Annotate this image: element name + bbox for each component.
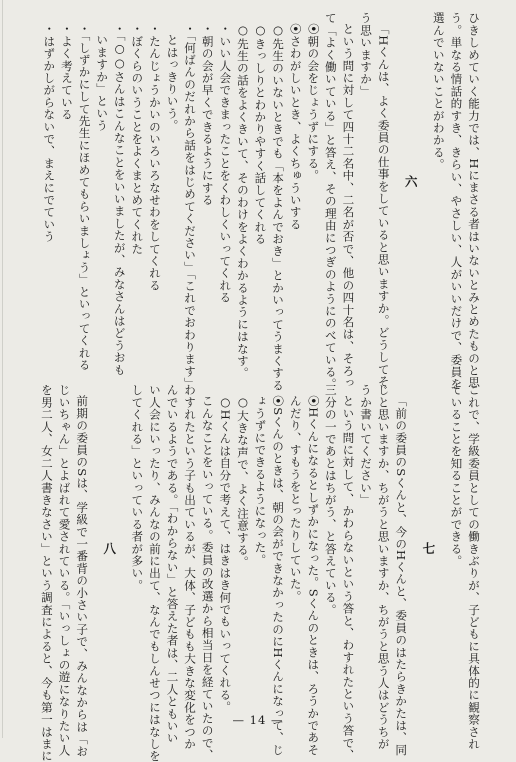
section-6-body [40,12,392,392]
text-line: ○大きな声で、よく注意する。 [235,395,250,569]
text-line: ・朝の会が早くできるようにする [200,23,215,206]
text-line: 三分の一であとはちがう、と答えている。 [323,384,338,616]
text-line: んでいるようである。「わからない」と答えた者は、二人ともいい [165,384,180,745]
text-line: 選んでいないことがわかる。 [431,12,446,171]
text-line: を男二人、女二人書きなさい」という調査によると、今も第一はまに [39,384,54,762]
text-line: 前期の委員のSは、学級で一番背の小さい子で、みんなからは「お [75,395,90,758]
text-line: これで、学級委員としての働きぶりが、子どもに具体的に観察され [467,384,481,750]
text-line: とはっきりいう。 [165,34,180,132]
text-line: ○先生のいないときでも「本をよんでおき」とかいってうまくする [271,23,286,392]
text-line: 「前の委員のSくんと、今のHくんと、委員のはたらきかたは、同 [394,395,409,756]
text-line: ・「しずかにして先生にほめてもらいましょう」といってくれる [77,23,92,371]
text-line: いますか」という [95,34,110,132]
text-line: ひきしめていく能力では、Hにまさる者はいないとみとめたものと思 [467,12,481,389]
text-line: という問に対して、かわらないという答と、わすれたという答で、 [341,395,356,761]
text-line: ⦿Sくんのときは、朝の会ができなかったのにHくんになって、じ [271,395,286,756]
text-line: うか書いてください」 [359,384,374,506]
bottom-intro-paragraph [447,384,482,750]
page-number: — 14 — [232,713,284,727]
text-line: してくれる」といっている者が多い。 [130,384,145,592]
text-line: て「よく働いている」と答え、その理由につぎのようにのべている。 [323,12,338,391]
text-line: ・ぼくらのいうことをよくまとめてくれた [130,23,145,255]
text-line: んだり、すもうをとったりしていた。 [288,395,303,603]
text-line: じいちゃん」とよばれて愛されている。「いっしょの遊になりたい人 [57,384,72,757]
text-line: ・よく考えている [59,23,74,121]
text-line: じと思いますか、ちがうと思いますか、ちがうと思う人はどうちが [376,384,391,750]
text-line: う思いますか」 [359,12,374,98]
text-line: ・いい人会できまったことをくわしくいってくれる [218,23,233,304]
section-heading-6: 六 [403,175,419,189]
text-line: ○先生の話をよくきいて、そのわけをよくわかるようにはなす。 [235,23,250,380]
text-line: ・はずかしがらないで、まえにでていう [42,23,57,243]
top-text-block [40,12,482,392]
text-line: ・「○○さんはこんなことをいいましたが、みなさんはどうおも [112,23,127,376]
text-line: ょうずにできるようになった。 [253,395,268,566]
text-line: こんなことをいっている。委員の改選から相当日を経ていたので、 [200,395,215,761]
text-line: ていることを知ることができる。 [449,384,464,567]
section-heading-8: 八 [101,542,117,556]
text-line: い人会にいったり、みんなの前に出て、なんでもしんせつにはなしを [147,384,162,762]
text-line: う。単なる情話的すき、きらい、やさしい、人がいいだけで、委員を [449,12,464,391]
text-line: ○Hくんは自分で考えて、はきはき何でもいってくれる。 [218,395,233,714]
text-line: ⦿さわがしいとき、よくちゅういする [288,23,303,231]
text-line: ⦿朝の会をじょうずにする。 [306,23,321,182]
section-8-body [37,384,90,762]
section-heading-7: 七 [420,542,436,556]
text-line: ・「何ばんのだれから話をはじめてください」「これでおわります」 [183,23,198,390]
text-line: ○きっしりとわかりやすく話してくれる [253,23,268,245]
top-intro-paragraph [429,12,482,391]
text-line: ・たんじょうかいのいろいろなせわをしてくれる [147,23,162,292]
text-line: という問に対して四十二名中、二名が否で、他の四十名は、そろっ [341,23,356,389]
text-line: わすれたという子も出ているが、大体、子どもも大きな変化をつか [183,384,198,750]
text-line: 「Hくんは、よく委員の仕事をしていると思いますか。どうしてそ [376,23,391,388]
text-line: ⦿Hくんになるとしずかになった。Sくんのときは、ろうかであそ [306,395,321,756]
scan-edge [2,0,3,738]
